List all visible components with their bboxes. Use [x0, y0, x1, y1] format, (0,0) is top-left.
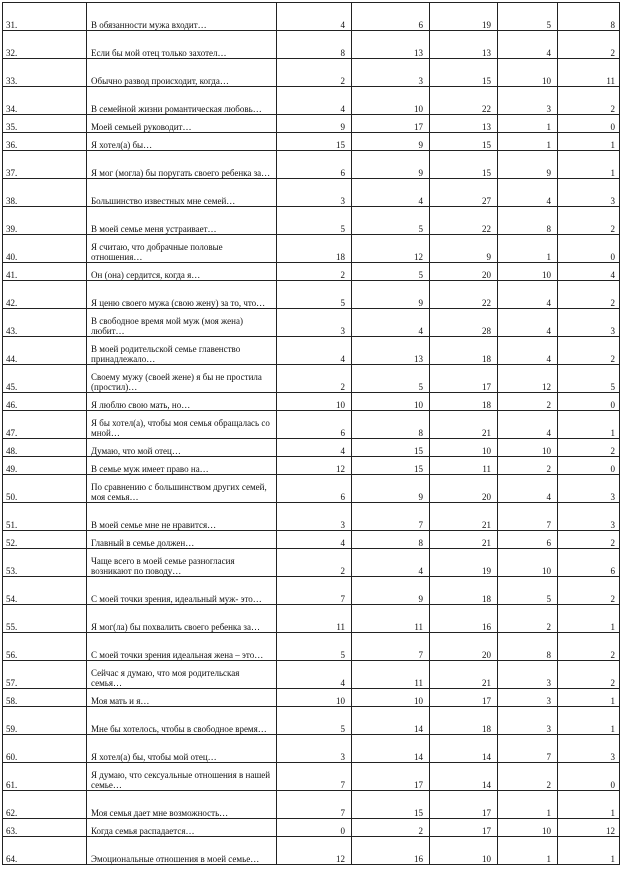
count-cell-5: 1: [558, 133, 620, 151]
table-row: [3, 837, 620, 865]
statement-text: Когда семья распадается…: [87, 819, 277, 837]
count-cell-4: 2: [498, 763, 558, 791]
table-row: [3, 337, 620, 365]
count-cell-4: 5: [498, 577, 558, 605]
statement-text: Своему мужу (своей жене) я бы не простила (простил)…: [87, 365, 277, 393]
statement-text: Моей семьей руководит…: [87, 115, 277, 133]
count-cell-4: 7: [498, 503, 558, 531]
count-cell-1: 4: [277, 3, 352, 31]
count-cell-4: 4: [498, 31, 558, 59]
count-cell-2: 9: [352, 577, 430, 605]
count-cell-2: 4: [352, 179, 430, 207]
count-cell-1: 5: [277, 281, 352, 309]
count-cell-5: 3: [558, 503, 620, 531]
statement-text: В моей родительской семье главенство принадлежало…: [87, 337, 277, 365]
results-table: [2, 2, 620, 865]
row-number: 38.: [3, 179, 87, 207]
count-cell-2: 17: [352, 115, 430, 133]
count-cell-4: 3: [498, 661, 558, 689]
count-cell-5: 1: [558, 689, 620, 707]
count-cell-4: 4: [498, 337, 558, 365]
count-cell-2: 14: [352, 735, 430, 763]
count-cell-5: 4: [558, 263, 620, 281]
row-number: 48.: [3, 439, 87, 457]
count-cell-2: 9: [352, 133, 430, 151]
count-cell-4: 1: [498, 837, 558, 865]
count-cell-2: 7: [352, 503, 430, 531]
row-number: 63.: [3, 819, 87, 837]
table-row: [3, 689, 620, 707]
count-cell-4: 10: [498, 59, 558, 87]
statement-text: Моя мать и я…: [87, 689, 277, 707]
count-cell-1: 18: [277, 235, 352, 263]
count-cell-2: 7: [352, 633, 430, 661]
count-cell-5: 2: [558, 281, 620, 309]
count-cell-2: 15: [352, 791, 430, 819]
row-number: 33.: [3, 59, 87, 87]
count-cell-5: 5: [558, 365, 620, 393]
count-cell-5: 3: [558, 309, 620, 337]
row-number: 46.: [3, 393, 87, 411]
statement-text: Я хотел(а) бы, чтобы мой отец…: [87, 735, 277, 763]
count-cell-1: 6: [277, 475, 352, 503]
table-row: [3, 457, 620, 475]
row-number: 34.: [3, 87, 87, 115]
statement-text: Я думаю, что сексуальные отношения в нашей семье…: [87, 763, 277, 791]
statement-text: Если бы мой отец только захотел…: [87, 31, 277, 59]
count-cell-5: 2: [558, 337, 620, 365]
row-number: 42.: [3, 281, 87, 309]
row-number: 36.: [3, 133, 87, 151]
count-cell-4: 10: [498, 549, 558, 577]
count-cell-2: 4: [352, 309, 430, 337]
table-row: [3, 763, 620, 791]
count-cell-5: 2: [558, 577, 620, 605]
table-row: [3, 707, 620, 735]
count-cell-2: 13: [352, 337, 430, 365]
count-cell-3: 19: [430, 549, 498, 577]
statement-text: Главный в семье должен…: [87, 531, 277, 549]
count-cell-5: 2: [558, 439, 620, 457]
count-cell-5: 1: [558, 411, 620, 439]
count-cell-1: 7: [277, 791, 352, 819]
count-cell-4: 1: [498, 133, 558, 151]
row-number: 43.: [3, 309, 87, 337]
count-cell-1: 9: [277, 115, 352, 133]
count-cell-3: 15: [430, 133, 498, 151]
count-cell-5: 0: [558, 393, 620, 411]
count-cell-5: 2: [558, 661, 620, 689]
count-cell-4: 2: [498, 605, 558, 633]
count-cell-2: 12: [352, 235, 430, 263]
count-cell-1: 8: [277, 31, 352, 59]
count-cell-5: 8: [558, 3, 620, 31]
count-cell-2: 3: [352, 59, 430, 87]
statement-text: С моей точки зрения идеальная жена – это…: [87, 633, 277, 661]
count-cell-2: 4: [352, 549, 430, 577]
count-cell-4: 4: [498, 309, 558, 337]
table-row: [3, 151, 620, 179]
table-row: [3, 3, 620, 31]
count-cell-2: 8: [352, 531, 430, 549]
count-cell-4: 3: [498, 707, 558, 735]
statement-text: Я бы хотел(а), чтобы моя семья обращалась со мной…: [87, 411, 277, 439]
count-cell-4: 10: [498, 439, 558, 457]
count-cell-2: 8: [352, 411, 430, 439]
table-row: [3, 87, 620, 115]
table-row: [3, 605, 620, 633]
count-cell-1: 7: [277, 577, 352, 605]
count-cell-3: 27: [430, 179, 498, 207]
statement-text: Эмоциональные отношения в моей семье…: [87, 837, 277, 865]
table-row: [3, 393, 620, 411]
count-cell-2: 2: [352, 819, 430, 837]
table-row: [3, 549, 620, 577]
row-number: 37.: [3, 151, 87, 179]
count-cell-3: 10: [430, 837, 498, 865]
row-number: 32.: [3, 31, 87, 59]
count-cell-2: 5: [352, 365, 430, 393]
statement-text: Мне бы хотелось, чтобы в свободное время…: [87, 707, 277, 735]
count-cell-1: 4: [277, 531, 352, 549]
statement-text: Обычно развод происходит, когда…: [87, 59, 277, 87]
count-cell-1: 4: [277, 337, 352, 365]
row-number: 52.: [3, 531, 87, 549]
count-cell-2: 5: [352, 207, 430, 235]
table-row: [3, 475, 620, 503]
statement-text: Я мог(ла) бы похвалить своего ребенка за…: [87, 605, 277, 633]
count-cell-3: 21: [430, 411, 498, 439]
count-cell-1: 15: [277, 133, 352, 151]
count-cell-3: 19: [430, 3, 498, 31]
row-number: 41.: [3, 263, 87, 281]
table-row: [3, 791, 620, 819]
count-cell-2: 15: [352, 457, 430, 475]
count-cell-3: 21: [430, 531, 498, 549]
count-cell-3: 17: [430, 819, 498, 837]
statement-text: В семейной жизни романтическая любовь…: [87, 87, 277, 115]
count-cell-1: 12: [277, 837, 352, 865]
count-cell-4: 3: [498, 689, 558, 707]
count-cell-4: 1: [498, 235, 558, 263]
statement-text: С моей точки зрения, идеальный муж- это…: [87, 577, 277, 605]
count-cell-4: 4: [498, 411, 558, 439]
count-cell-2: 5: [352, 263, 430, 281]
statement-text: Я ценю своего мужа (свою жену) за то, что…: [87, 281, 277, 309]
count-cell-1: 5: [277, 707, 352, 735]
count-cell-5: 0: [558, 115, 620, 133]
count-cell-1: 0: [277, 819, 352, 837]
count-cell-1: 2: [277, 59, 352, 87]
count-cell-5: 1: [558, 707, 620, 735]
count-cell-3: 17: [430, 365, 498, 393]
count-cell-4: 4: [498, 179, 558, 207]
count-cell-3: 20: [430, 633, 498, 661]
table-row: [3, 207, 620, 235]
row-number: 49.: [3, 457, 87, 475]
table-row: [3, 59, 620, 87]
count-cell-1: 7: [277, 763, 352, 791]
statement-text: Большинство известных мне семей…: [87, 179, 277, 207]
count-cell-1: 4: [277, 87, 352, 115]
count-cell-5: 1: [558, 837, 620, 865]
row-number: 55.: [3, 605, 87, 633]
statement-text: Я люблю свою мать, но…: [87, 393, 277, 411]
count-cell-1: 10: [277, 393, 352, 411]
statement-text: В обязанности мужа входит…: [87, 3, 277, 31]
count-cell-2: 9: [352, 151, 430, 179]
count-cell-4: 4: [498, 281, 558, 309]
count-cell-1: 5: [277, 207, 352, 235]
table-row: [3, 411, 620, 439]
count-cell-2: 10: [352, 689, 430, 707]
count-cell-5: 2: [558, 531, 620, 549]
count-cell-3: 14: [430, 763, 498, 791]
row-number: 47.: [3, 411, 87, 439]
row-number: 31.: [3, 3, 87, 31]
statement-text: Думаю, что мой отец…: [87, 439, 277, 457]
table-row: [3, 281, 620, 309]
count-cell-5: 6: [558, 549, 620, 577]
count-cell-3: 20: [430, 475, 498, 503]
row-number: 51.: [3, 503, 87, 531]
count-cell-1: 11: [277, 605, 352, 633]
count-cell-2: 9: [352, 475, 430, 503]
count-cell-1: 3: [277, 735, 352, 763]
row-number: 45.: [3, 365, 87, 393]
count-cell-5: 3: [558, 179, 620, 207]
count-cell-3: 15: [430, 59, 498, 87]
row-number: 56.: [3, 633, 87, 661]
count-cell-4: 8: [498, 207, 558, 235]
statement-text: В свободное время мой муж (моя жена) любит…: [87, 309, 277, 337]
count-cell-5: 12: [558, 819, 620, 837]
count-cell-3: 17: [430, 689, 498, 707]
count-cell-4: 5: [498, 3, 558, 31]
table-row: [3, 133, 620, 151]
statement-text: По сравнению с большинством других семей, моя семья…: [87, 475, 277, 503]
count-cell-2: 10: [352, 87, 430, 115]
count-cell-3: 11: [430, 457, 498, 475]
count-cell-3: 21: [430, 503, 498, 531]
row-number: 44.: [3, 337, 87, 365]
count-cell-5: 3: [558, 735, 620, 763]
count-cell-4: 7: [498, 735, 558, 763]
count-cell-2: 16: [352, 837, 430, 865]
count-cell-3: 18: [430, 393, 498, 411]
count-cell-4: 12: [498, 365, 558, 393]
count-cell-1: 3: [277, 309, 352, 337]
count-cell-1: 2: [277, 549, 352, 577]
count-cell-4: 10: [498, 263, 558, 281]
table-row: [3, 439, 620, 457]
count-cell-2: 6: [352, 3, 430, 31]
table-row: [3, 309, 620, 337]
count-cell-2: 11: [352, 661, 430, 689]
count-cell-1: 3: [277, 179, 352, 207]
count-cell-2: 15: [352, 439, 430, 457]
row-number: 60.: [3, 735, 87, 763]
count-cell-3: 15: [430, 151, 498, 179]
row-number: 62.: [3, 791, 87, 819]
row-number: 40.: [3, 235, 87, 263]
count-cell-1: 5: [277, 633, 352, 661]
table-row: [3, 179, 620, 207]
table-row: [3, 365, 620, 393]
count-cell-4: 1: [498, 791, 558, 819]
count-cell-1: 12: [277, 457, 352, 475]
count-cell-5: 1: [558, 791, 620, 819]
row-number: 59.: [3, 707, 87, 735]
count-cell-3: 16: [430, 605, 498, 633]
count-cell-2: 13: [352, 31, 430, 59]
count-cell-1: 4: [277, 661, 352, 689]
count-cell-3: 22: [430, 281, 498, 309]
count-cell-4: 6: [498, 531, 558, 549]
count-cell-2: 17: [352, 763, 430, 791]
count-cell-2: 11: [352, 605, 430, 633]
statement-text: Сейчас я думаю, что моя родительская семья…: [87, 661, 277, 689]
count-cell-3: 18: [430, 577, 498, 605]
count-cell-4: 1: [498, 115, 558, 133]
count-cell-2: 10: [352, 393, 430, 411]
count-cell-3: 22: [430, 207, 498, 235]
table-row: [3, 633, 620, 661]
count-cell-3: 9: [430, 235, 498, 263]
count-cell-1: 6: [277, 151, 352, 179]
row-number: 35.: [3, 115, 87, 133]
count-cell-3: 10: [430, 439, 498, 457]
count-cell-4: 4: [498, 475, 558, 503]
count-cell-3: 13: [430, 115, 498, 133]
count-cell-5: 1: [558, 605, 620, 633]
table-row: [3, 735, 620, 763]
row-number: 50.: [3, 475, 87, 503]
count-cell-1: 3: [277, 503, 352, 531]
count-cell-3: 20: [430, 263, 498, 281]
count-cell-3: 14: [430, 735, 498, 763]
count-cell-3: 28: [430, 309, 498, 337]
table-row: [3, 503, 620, 531]
count-cell-1: 2: [277, 263, 352, 281]
statement-text: Чаще всего в моей семье разногласия возникают по поводу…: [87, 549, 277, 577]
table-row: [3, 577, 620, 605]
row-number: 64.: [3, 837, 87, 865]
table-row: [3, 235, 620, 263]
count-cell-4: 10: [498, 819, 558, 837]
table-row: [3, 819, 620, 837]
count-cell-2: 14: [352, 707, 430, 735]
count-cell-3: 13: [430, 31, 498, 59]
count-cell-5: 0: [558, 235, 620, 263]
count-cell-3: 22: [430, 87, 498, 115]
statement-text: Он (она) сердится, когда я…: [87, 263, 277, 281]
count-cell-4: 8: [498, 633, 558, 661]
row-number: 61.: [3, 763, 87, 791]
count-cell-5: 2: [558, 87, 620, 115]
count-cell-5: 0: [558, 763, 620, 791]
row-number: 58.: [3, 689, 87, 707]
count-cell-5: 1: [558, 151, 620, 179]
row-number: 54.: [3, 577, 87, 605]
table-row: [3, 263, 620, 281]
count-cell-4: 2: [498, 393, 558, 411]
count-cell-3: 18: [430, 337, 498, 365]
statement-text: Я хотел(а) бы…: [87, 133, 277, 151]
count-cell-4: 9: [498, 151, 558, 179]
count-cell-4: 2: [498, 457, 558, 475]
count-cell-5: 0: [558, 457, 620, 475]
count-cell-4: 3: [498, 87, 558, 115]
count-cell-5: 11: [558, 59, 620, 87]
count-cell-1: 2: [277, 365, 352, 393]
table-row: [3, 115, 620, 133]
count-cell-3: 17: [430, 791, 498, 819]
statement-text: В моей семье мне не нравится…: [87, 503, 277, 531]
count-cell-3: 21: [430, 661, 498, 689]
count-cell-2: 9: [352, 281, 430, 309]
statement-text: Я считаю, что добрачные половые отношения…: [87, 235, 277, 263]
count-cell-5: 2: [558, 31, 620, 59]
table-row: [3, 661, 620, 689]
statement-text: В моей семье меня устраивает…: [87, 207, 277, 235]
statement-text: Моя семья дает мне возможность…: [87, 791, 277, 819]
statement-text: Я мог (могла) бы поругать своего ребенка за…: [87, 151, 277, 179]
count-cell-1: 6: [277, 411, 352, 439]
count-cell-5: 2: [558, 633, 620, 661]
count-cell-1: 4: [277, 439, 352, 457]
row-number: 53.: [3, 549, 87, 577]
row-number: 57.: [3, 661, 87, 689]
table-row: [3, 531, 620, 549]
count-cell-3: 18: [430, 707, 498, 735]
row-number: 39.: [3, 207, 87, 235]
count-cell-5: 3: [558, 475, 620, 503]
count-cell-5: 2: [558, 207, 620, 235]
table-row: [3, 31, 620, 59]
count-cell-1: 10: [277, 689, 352, 707]
statement-text: В семье муж имеет право на…: [87, 457, 277, 475]
